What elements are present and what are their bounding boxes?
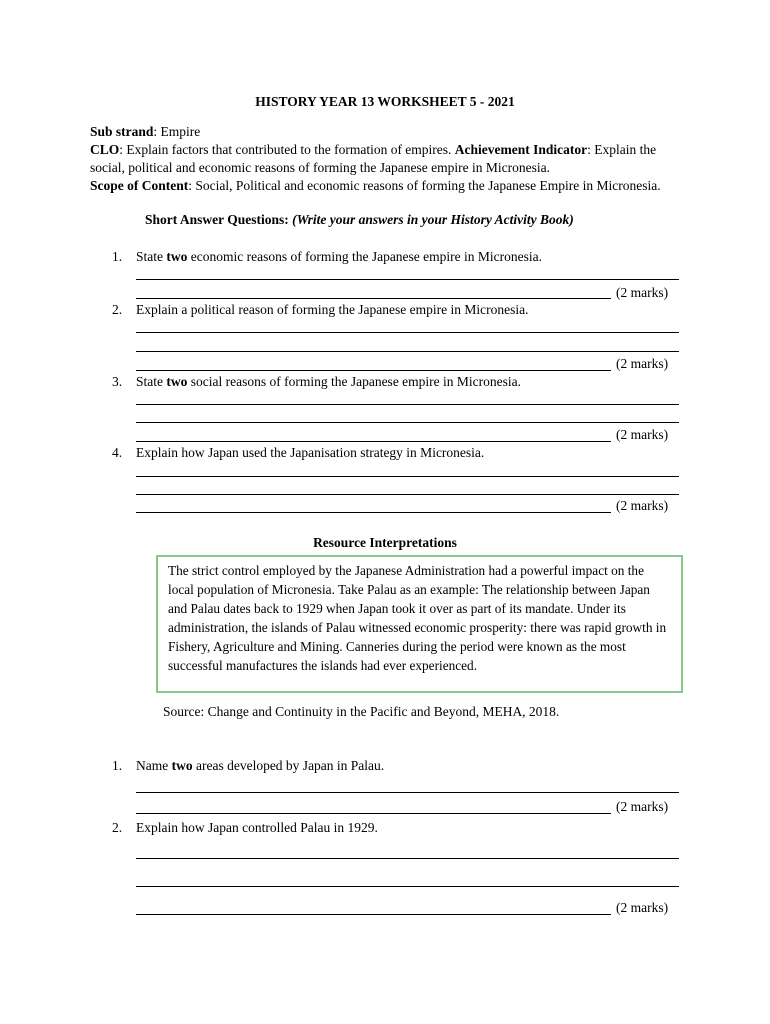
question-text-end: social reasons of forming the Japanese empire in Micronesia. — [187, 374, 522, 389]
answer-line[interactable] — [136, 813, 611, 814]
question-3 — [112, 374, 672, 390]
question-text: Explain how Japan used the Japanisation strategy in Micronesia. — [136, 445, 485, 460]
marks-label: (2 marks) — [616, 285, 669, 300]
achievement-value: : Explain the social, political and economic reasons of forming the Japanese empire in Micronesia. — [90, 142, 657, 175]
question-2 — [112, 302, 672, 318]
resource-source: Source: Change and Continuity in the Pacific and Beyond, MEHA, 2018. — [163, 704, 560, 719]
short-answer-label: Short Answer Questions: — [145, 212, 293, 227]
resource-text-box: The strict control employed by the Japanese Administration had a powerful impact on the local population of Micronesia. Take Palau as an example: The relationship between Japan and Palau dates back to 1929 when Japan took it over as part of its mandate. Under its administration, the islands of Palau witnessed economic prosperity: there was rapid growth in Fishery, Agriculture and Mining. Canneries during the period were known as the most successful manufactures the islands had ever experienced. — [156, 555, 683, 693]
question-emphasis: two — [171, 758, 193, 773]
question-text: Explain a political reason of forming the Japanese empire in Micronesia. — [136, 302, 529, 317]
question-text: Name — [136, 758, 172, 773]
marks-label: (2 marks) — [616, 498, 669, 513]
question-emphasis: two — [166, 374, 188, 389]
question-text: Explain how Japan controlled Palau in 1929. — [136, 820, 378, 835]
answer-line[interactable] — [136, 476, 679, 477]
sub-strand-line — [90, 123, 690, 141]
answer-line[interactable] — [136, 886, 679, 887]
question-text-end: economic reasons of forming the Japanese empire in Micronesia. — [187, 249, 543, 264]
question-4 — [112, 445, 672, 461]
question-number: 2. — [112, 820, 123, 835]
short-answer-heading — [145, 212, 574, 228]
question-number: 2. — [112, 302, 123, 317]
question-number: 3. — [112, 374, 123, 389]
answer-line[interactable] — [136, 914, 611, 915]
marks-label: (2 marks) — [616, 799, 669, 814]
question-number: 1. — [112, 758, 123, 773]
question-text: State — [136, 249, 167, 264]
scope-value: : Social, Political and economic reasons of forming the Japanese Empire in Micronesia. — [188, 178, 661, 193]
sub-strand-value: : Empire — [153, 124, 201, 139]
marks-label: (2 marks) — [616, 900, 669, 915]
scope-label: Scope of Content — [90, 178, 189, 193]
answer-line[interactable] — [136, 298, 611, 299]
answer-line[interactable] — [136, 441, 611, 442]
worksheet-meta — [90, 123, 690, 195]
question-number: 4. — [112, 445, 123, 460]
short-answer-instruction: (Write your answers in your History Activity Book) — [292, 212, 574, 227]
question-text: State — [136, 374, 167, 389]
question-text-end: areas developed by Japan in Palau. — [192, 758, 385, 773]
clo-line — [90, 141, 690, 177]
sub-strand-label: Sub strand — [90, 124, 154, 139]
clo-value: : Explain factors that contributed to the formation of empires. — [119, 142, 455, 157]
answer-line[interactable] — [136, 494, 679, 495]
resource-heading: Resource Interpretations — [313, 535, 457, 550]
worksheet-title: HISTORY YEAR 13 WORKSHEET 5 - 2021 — [255, 94, 515, 109]
answer-line[interactable] — [136, 512, 611, 513]
answer-line[interactable] — [136, 792, 679, 793]
answer-line[interactable] — [136, 351, 679, 352]
question-emphasis: two — [166, 249, 188, 264]
answer-line[interactable] — [136, 858, 679, 859]
resource-question-2 — [112, 820, 672, 836]
question-number: 1. — [112, 249, 123, 264]
answer-line[interactable] — [136, 370, 611, 371]
achievement-label: Achievement Indicator — [454, 142, 588, 157]
answer-line[interactable] — [136, 422, 679, 423]
marks-label: (2 marks) — [616, 427, 669, 442]
resource-question-1 — [112, 758, 672, 774]
marks-label: (2 marks) — [616, 356, 669, 371]
answer-line[interactable] — [136, 332, 679, 333]
scope-line — [90, 177, 690, 195]
answer-line[interactable] — [136, 404, 679, 405]
question-1 — [112, 249, 672, 265]
clo-label: CLO — [90, 142, 120, 157]
answer-line[interactable] — [136, 279, 679, 280]
